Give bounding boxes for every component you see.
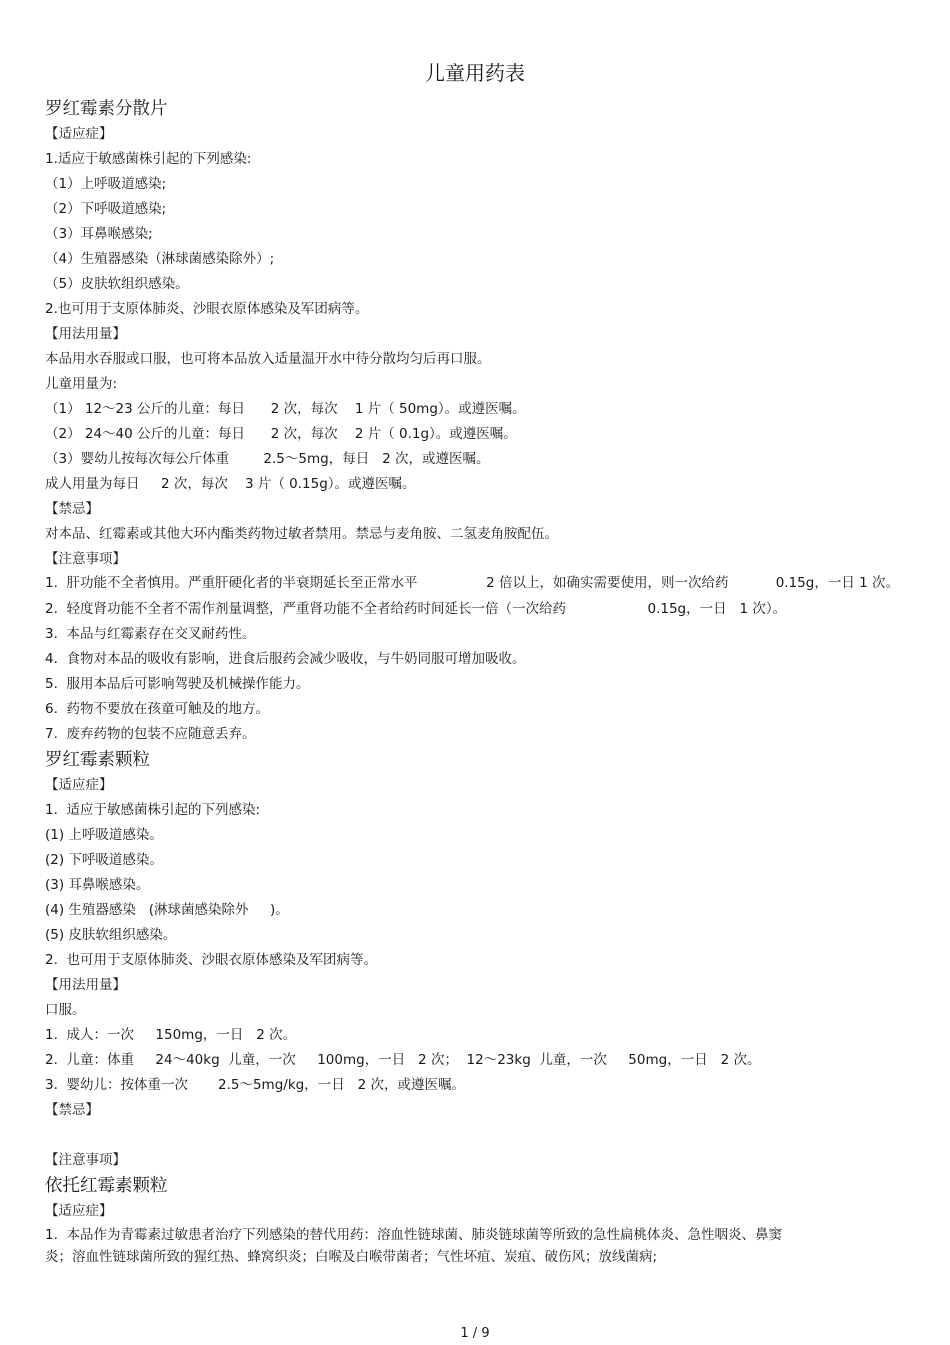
document-body [45,96,905,1271]
section-line: 口服。 [45,1002,86,1018]
section-line: 6. 药物不要放在孩童可触及的地方。 [45,701,269,717]
section-line: （1） 12～23 公斤的儿童：每日 2 次，每次 1 片（ 50mg）。或遵医嘱。 [45,401,526,417]
section-line: 3. 婴幼儿：按体重一次 2.5～5mg/kg，一日 2 次，或遵医嘱。 [45,1077,465,1093]
section-line: 【适应症】 [45,777,113,793]
section-line: 成人用量为每日 2 次，每次 3 片（ 0.15g）。或遵医嘱。 [45,476,416,492]
section-line: 2. 儿童：体重 24～40kg 儿童，一次 100mg，一日 2 次； 12～23kg 儿童，一次 50mg，一日 2 次。 [45,1052,761,1068]
section-line: 2.也可用于支原体肺炎、沙眼衣原体感染及军团病等。 [45,301,369,317]
section-line: 5. 服用本品后可影响驾驶及机械操作能力。 [45,676,310,692]
section-line: 本品用水吞服或口服，也可将本品放入适量温开水中待分散均匀后再口服。 [45,351,491,367]
section-paragraph: 1. 本品作为青霉素过敏患者治疗下列感染的替代用药：溶血性链球菌、肺炎链球菌等所致的急性扁桃体炎、急性咽炎、鼻窦炎；溶血性链球菌所致的猩红热、蜂窝织炎；白喉及白喉带菌者；气性坏疽、炭疽、破伤风；放线菌病; [45,1227,782,1265]
section-line: (2) 下呼吸道感染。 [45,852,163,868]
section-line: 【禁忌】 [45,501,99,517]
document-title: 儿童用药表 [425,61,525,85]
section-line: 1.适应于敏感菌株引起的下列感染: [45,151,252,167]
page-number: 1 / 9 [460,1326,490,1341]
section-line: (5) 皮肤软组织感染。 [45,927,177,943]
section-line: 【适应症】 [45,1203,113,1219]
section-line: （2） 24～40 公斤的儿童：每日 2 次，每次 2 片（ 0.1g）。或遵医嘱。 [45,426,517,442]
section-line: 【用法用量】 [45,326,126,342]
section-paragraph: 1. 肝功能不全者慎用。严重肝硬化者的半衰期延长至正常水平 2 倍以上，如确实需要使用，则一次给药 0.15g，一日 1 次。 [45,575,900,591]
section-line: (4) 生殖器感染 (淋球菌感染除外 )。 [45,902,289,918]
section-line: （3）婴幼儿按每次每公斤体重 2.5～5mg，每日 2 次，或遵医嘱。 [45,451,490,467]
section-line: 【注意事项】 [45,1152,126,1168]
section-line: （4）生殖器感染（淋球菌感染除外）; [45,251,275,267]
section-line: 1. 适应于敏感菌株引起的下列感染: [45,802,261,818]
section-heading: 依托红霉素颗粒 [45,1176,168,1196]
section-line: 【用法用量】 [45,977,126,993]
section-line: (3) 耳鼻喉感染。 [45,877,150,893]
section-line: 2. 轻度肾功能不全者不需作剂量调整，严重肾功能不全者给药时间延长一倍（一次给药 0.15g，一日 1 次）。 [45,601,787,617]
section-line: 3. 本品与红霉素存在交叉耐药性。 [45,626,256,642]
blank-gap [45,1123,905,1148]
section-heading: 罗红霉素颗粒 [45,750,150,770]
section-line: 【注意事项】 [45,551,126,567]
section-line: 儿童用量为: [45,376,118,392]
section-line: 【适应症】 [45,126,113,142]
section-line: （1）上呼吸道感染; [45,176,167,192]
section-line: （5）皮肤软组织感染。 [45,276,189,292]
section-line: 4. 食物对本品的吸收有影响，进食后服药会减少吸收，与牛奶同服可增加吸收。 [45,651,526,667]
section-line: 1. 成人：一次 150mg，一日 2 次。 [45,1027,297,1043]
section-line: 【禁忌】 [45,1102,99,1118]
section-line: 7. 废弃药物的包装不应随意丢弃。 [45,726,256,742]
section-line: 对本品、红霉素或其他大环内酯类药物过敏者禁用。禁忌与麦角胺、二氢麦角胺配伍。 [45,526,558,542]
section-line: 2. 也可用于支原体肺炎、沙眼衣原体感染及军团病等。 [45,952,377,968]
section-line: （3）耳鼻喉感染; [45,226,153,242]
section-line: (1) 上呼吸道感染。 [45,827,163,843]
section-heading: 罗红霉素分散片 [45,99,168,119]
section-line: （2）下呼吸道感染; [45,201,167,217]
